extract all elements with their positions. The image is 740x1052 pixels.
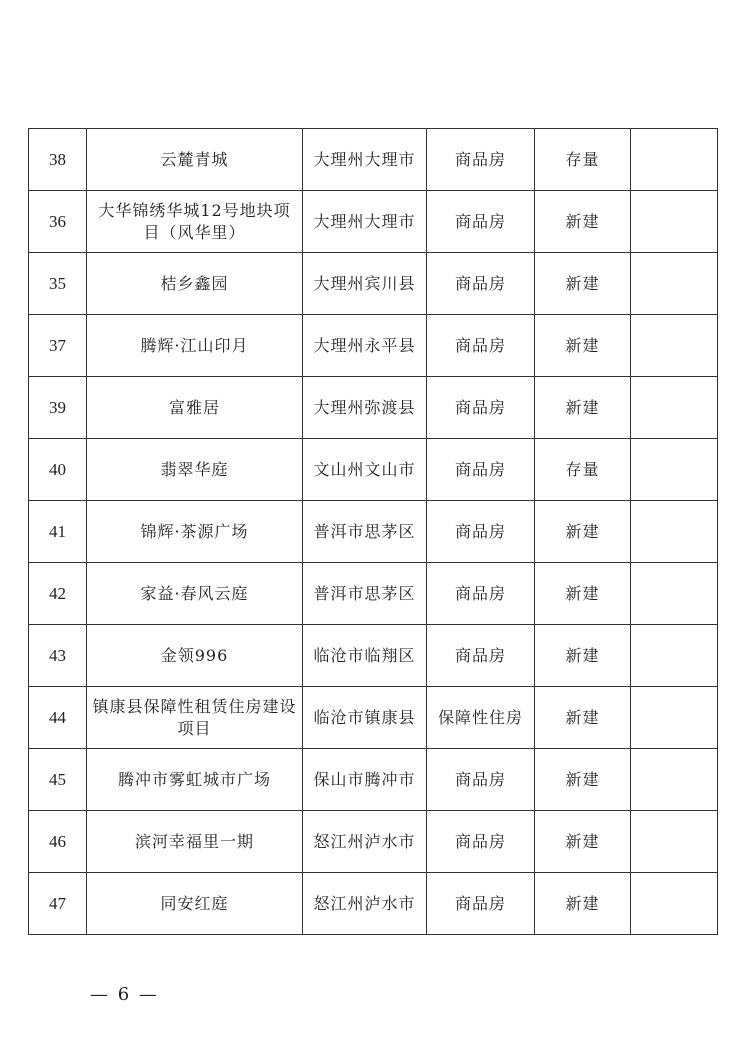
project-note (631, 377, 718, 439)
project-type: 商品房 (427, 439, 535, 501)
project-type: 商品房 (427, 315, 535, 377)
row-number: 43 (29, 625, 87, 687)
project-status: 新建 (535, 749, 631, 811)
project-name: 镇康县保障性租赁住房建设项目 (87, 687, 303, 749)
row-number: 36 (29, 191, 87, 253)
table-row (29, 439, 718, 501)
project-name: 锦辉·茶源广场 (87, 501, 303, 563)
project-status: 新建 (535, 873, 631, 935)
project-type: 商品房 (427, 873, 535, 935)
table-row (29, 749, 718, 811)
project-note (631, 687, 718, 749)
row-number: 38 (29, 129, 87, 191)
project-status: 存量 (535, 439, 631, 501)
project-name: 腾辉·江山印月 (87, 315, 303, 377)
row-number: 39 (29, 377, 87, 439)
project-status: 新建 (535, 687, 631, 749)
table-row (29, 625, 718, 687)
project-location: 大理州永平县 (303, 315, 427, 377)
project-name: 桔乡鑫园 (87, 253, 303, 315)
project-location: 大理州大理市 (303, 191, 427, 253)
table-row (29, 129, 718, 191)
project-status: 新建 (535, 253, 631, 315)
project-name: 富雅居 (87, 377, 303, 439)
project-status: 新建 (535, 501, 631, 563)
project-name: 云麓青城 (87, 129, 303, 191)
project-note (631, 625, 718, 687)
project-location: 临沧市镇康县 (303, 687, 427, 749)
table-row (29, 315, 718, 377)
row-number: 45 (29, 749, 87, 811)
project-name: 金领996 (87, 625, 303, 687)
project-status: 新建 (535, 377, 631, 439)
project-note (631, 563, 718, 625)
projects-table-body (29, 129, 718, 935)
project-status: 新建 (535, 563, 631, 625)
table-row (29, 811, 718, 873)
project-type: 商品房 (427, 377, 535, 439)
project-type: 商品房 (427, 749, 535, 811)
project-note (631, 749, 718, 811)
projects-table (28, 128, 718, 935)
project-type: 保障性住房 (427, 687, 535, 749)
project-location: 大理州宾川县 (303, 253, 427, 315)
project-note (631, 253, 718, 315)
project-note (631, 873, 718, 935)
project-status: 存量 (535, 129, 631, 191)
project-location: 临沧市临翔区 (303, 625, 427, 687)
project-location: 怒江州泸水市 (303, 811, 427, 873)
project-type: 商品房 (427, 129, 535, 191)
project-name: 大华锦绣华城12号地块项目（风华里） (87, 191, 303, 253)
project-note (631, 129, 718, 191)
project-location: 普洱市思茅区 (303, 563, 427, 625)
row-number: 35 (29, 253, 87, 315)
table-row (29, 687, 718, 749)
project-name: 家益·春风云庭 (87, 563, 303, 625)
project-type: 商品房 (427, 501, 535, 563)
row-number: 37 (29, 315, 87, 377)
project-note (631, 501, 718, 563)
project-name: 同安红庭 (87, 873, 303, 935)
project-name: 腾冲市雾虹城市广场 (87, 749, 303, 811)
project-location: 大理州弥渡县 (303, 377, 427, 439)
project-name: 翡翠华庭 (87, 439, 303, 501)
project-note (631, 315, 718, 377)
project-location: 文山州文山市 (303, 439, 427, 501)
table-row (29, 873, 718, 935)
project-type: 商品房 (427, 253, 535, 315)
project-status: 新建 (535, 315, 631, 377)
project-type: 商品房 (427, 191, 535, 253)
row-number: 40 (29, 439, 87, 501)
page-number: — 6 — (90, 984, 159, 1005)
table-row (29, 253, 718, 315)
table-row (29, 377, 718, 439)
project-status: 新建 (535, 191, 631, 253)
project-note (631, 191, 718, 253)
project-location: 保山市腾冲市 (303, 749, 427, 811)
project-type: 商品房 (427, 811, 535, 873)
row-number: 42 (29, 563, 87, 625)
project-note (631, 811, 718, 873)
project-type: 商品房 (427, 625, 535, 687)
table-row (29, 191, 718, 253)
project-status: 新建 (535, 811, 631, 873)
row-number: 41 (29, 501, 87, 563)
project-note (631, 439, 718, 501)
row-number: 47 (29, 873, 87, 935)
project-location: 怒江州泸水市 (303, 873, 427, 935)
row-number: 44 (29, 687, 87, 749)
project-location: 大理州大理市 (303, 129, 427, 191)
row-number: 46 (29, 811, 87, 873)
table-row (29, 501, 718, 563)
project-type: 商品房 (427, 563, 535, 625)
project-location: 普洱市思茅区 (303, 501, 427, 563)
project-status: 新建 (535, 625, 631, 687)
table-row (29, 563, 718, 625)
project-name: 滨河幸福里一期 (87, 811, 303, 873)
